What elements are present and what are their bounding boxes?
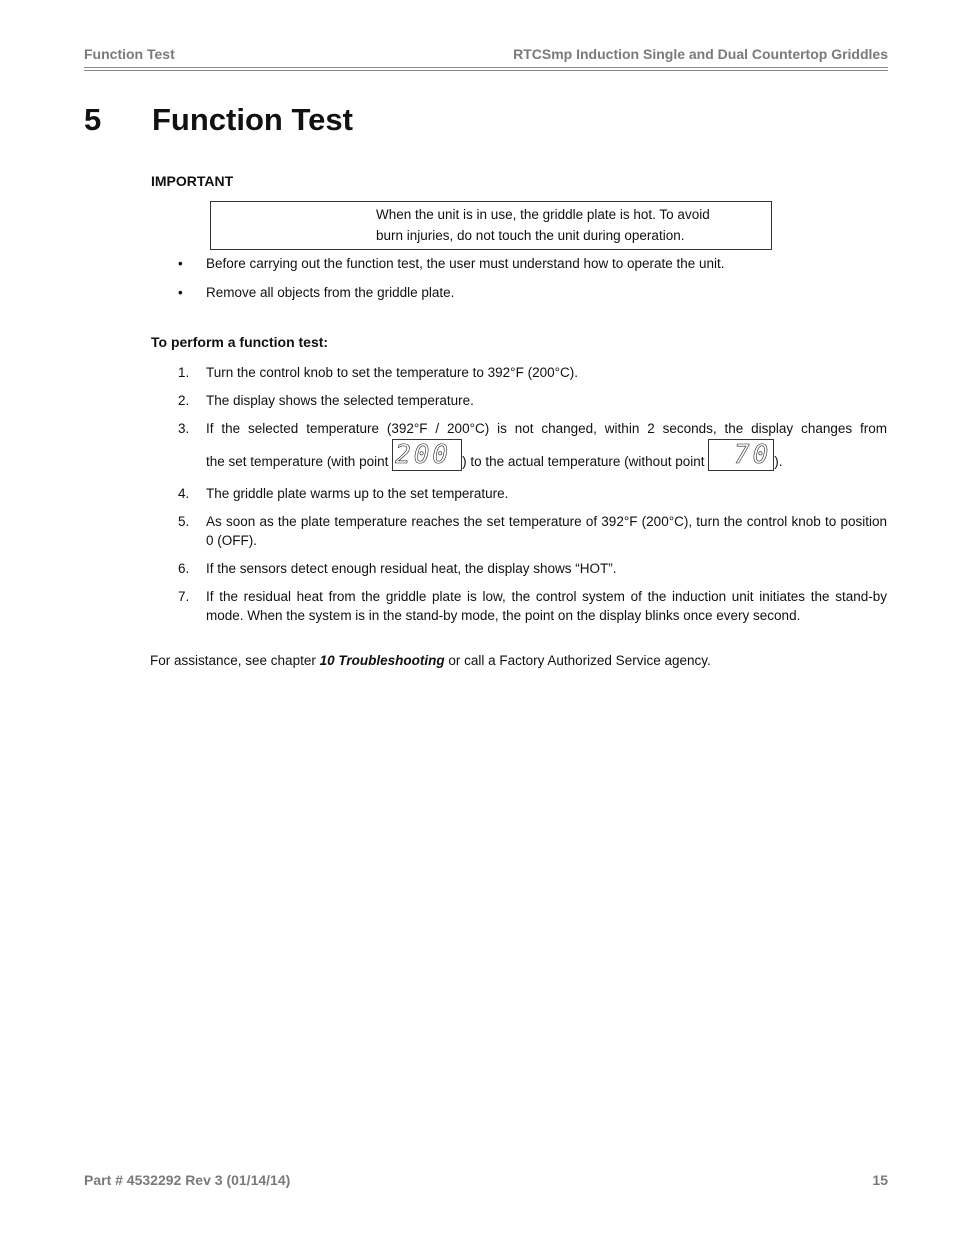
assistance-pre: For assistance, see chapter bbox=[150, 653, 320, 668]
assistance-post: or call a Factory Authorized Service agency. bbox=[444, 653, 711, 668]
bullet-icon: • bbox=[178, 285, 183, 300]
warning-line-2: burn injuries, do not touch the unit during operation. bbox=[376, 228, 685, 243]
chapter-number: 5 bbox=[84, 102, 102, 137]
step-text: If the sensors detect enough residual heat, the display shows “HOT”. bbox=[206, 561, 617, 576]
warning-box bbox=[210, 201, 772, 250]
prerequisite-list bbox=[178, 256, 878, 314]
step-3-pre: the set temperature (with point bbox=[206, 454, 393, 469]
step-3-line-1: If the selected temperature (392°F / 200°C) is not changed, within 2 seconds, the display changes from bbox=[206, 421, 887, 436]
step-3-mid: ) to the actual temperature (without point bbox=[462, 454, 709, 469]
step-3-post: ). bbox=[774, 454, 783, 469]
step-text bbox=[206, 419, 887, 471]
step-number: 2. bbox=[178, 393, 190, 408]
list-item-text: Remove all objects from the griddle plate. bbox=[206, 285, 455, 300]
step-number: 7. bbox=[178, 589, 190, 604]
header-document-title: RTCSmp Induction Single and Dual Countertop Griddles bbox=[513, 46, 888, 62]
step-number: 5. bbox=[178, 514, 190, 529]
troubleshooting-link[interactable]: 10 Troubleshooting bbox=[319, 653, 445, 668]
step-number: 1. bbox=[178, 365, 190, 380]
step-text: The display shows the selected temperature. bbox=[206, 393, 474, 408]
list-item bbox=[178, 285, 878, 314]
bullet-icon: • bbox=[178, 256, 183, 271]
page-header bbox=[84, 46, 888, 68]
warning-line-1: When the unit is in use, the griddle plate is hot. To avoid bbox=[376, 207, 710, 222]
step-number: 6. bbox=[178, 561, 190, 576]
step-text: As soon as the plate temperature reaches the set temperature of 392°F (200°C), turn the control knob to position 0 (OFF). bbox=[206, 514, 887, 548]
header-divider-secondary bbox=[84, 70, 888, 71]
header-section-title: Function Test bbox=[84, 46, 175, 62]
step-3-line-2 bbox=[206, 439, 887, 471]
step-number: 4. bbox=[178, 486, 190, 501]
part-number: Part # 4532292 Rev 3 (01/14/14) bbox=[84, 1172, 291, 1188]
step-number: 3. bbox=[178, 421, 190, 436]
chapter-title: Function Test bbox=[152, 102, 353, 137]
display-actual-temperature-icon: 70 bbox=[708, 439, 774, 471]
display-set-temperature-icon: 200 bbox=[392, 439, 462, 471]
assistance-note bbox=[150, 653, 711, 668]
step-text: The griddle plate warms up to the set temperature. bbox=[206, 486, 509, 501]
step-text: If the residual heat from the griddle plate is low, the control system of the induction unit initiates the stand-by mode. When the system is in the stand-by mode, the point on the display blinks once every second. bbox=[206, 589, 887, 623]
list-item bbox=[178, 256, 878, 285]
header-divider bbox=[84, 67, 888, 68]
list-item-text: Before carrying out the function test, the user must understand how to operate the unit. bbox=[206, 256, 725, 271]
page-number: 15 bbox=[872, 1172, 888, 1188]
procedure-heading: To perform a function test: bbox=[151, 334, 329, 350]
step-text: Turn the control knob to set the temperature to 392°F (200°C). bbox=[206, 365, 578, 380]
warning-text bbox=[376, 204, 761, 246]
important-label: IMPORTANT bbox=[151, 173, 234, 189]
